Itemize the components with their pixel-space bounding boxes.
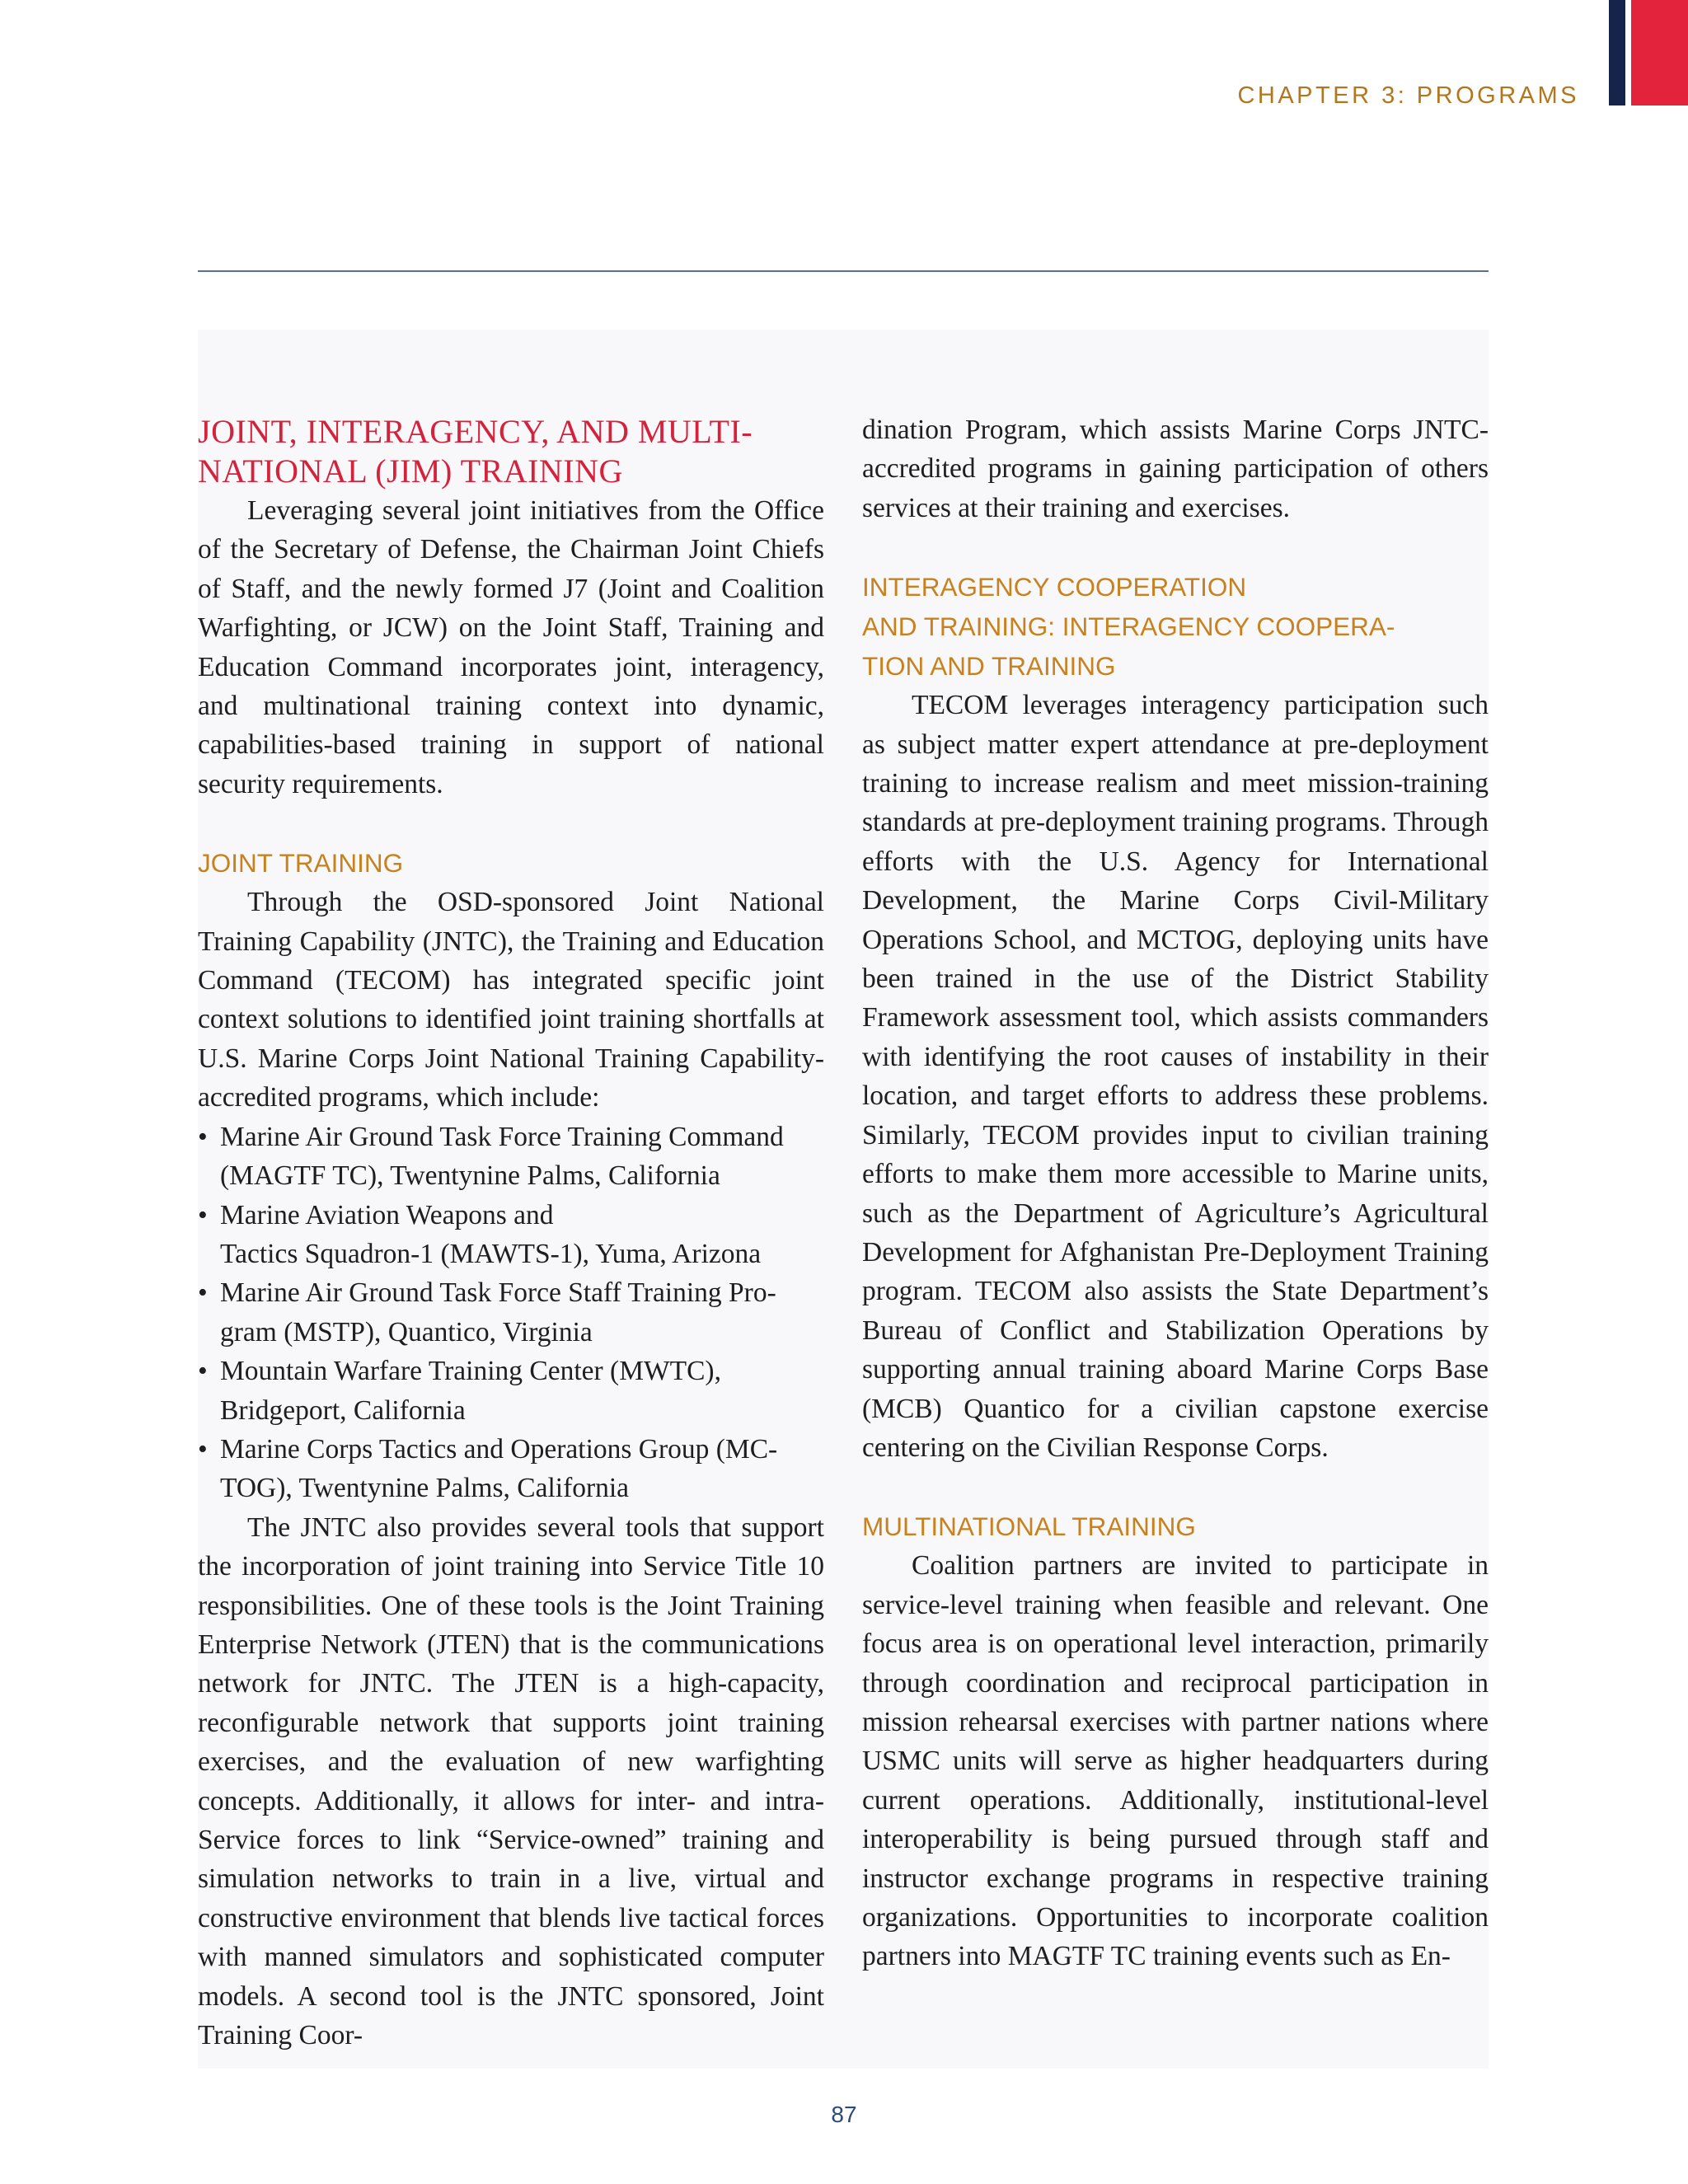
interagency-paragraph: TECOM leverages interagency participation such as subject matter expert attendance at pre-deployment training to increase realism and meet mission-training standards at pre-deployment training programs. Through efforts with the U.S. Agency for International Development, the Marine Corps Civil-Military Operations School, and MCTOG, deploying units have been trained in the use of the District Stability Framework assessment tool, which assists commanders with identifying the root causes of instability in their location, and target efforts to address these problems. Similarly, TECOM provides input to civilian training efforts to make them more accessible to Marine units, such as the Department of Agriculture’s Agricultural Development for Afghanistan Pre-Deployment Training program. TECOM also assists the State Department’s Bureau of Conflict and Stabilization Operations by supporting annual training aboard Marine Corps Base (MCB) Quantico for a civilian capstone exercise centering on the Civilian Response Corps. (862, 690, 1489, 1463)
flag-stripe-red (1631, 0, 1688, 105)
intro-paragraph: Leveraging several joint initiatives from the Office of the Secretary of Defense, the Chairman Joint Chiefs of Staff, and the newly formed J7 (Joint and Coalition Warfighting, or JCW) on the Joint Staff, Training and Education Command incorporates joint, interagency, and multinational training context into dynamic, capabilities-based training in support of national security requirements. (198, 495, 824, 799)
main-heading-line1: JOINT, INTERAGENCY, AND MULTI- (198, 413, 753, 450)
interagency-heading: INTERAGENCY COOPERATION AND TRAINING: INTERAGENCY COOPERA- TION AND TRAINING (862, 572, 1395, 682)
main-heading-line2: NATIONAL (JIM) TRAINING (198, 452, 623, 490)
multinational-heading: MULTINATIONAL TRAINING (862, 1511, 1196, 1542)
list-item: • Marine Corps Tactics and Operations Group (MC- TOG), Twentynine Palms, California (198, 1433, 778, 1504)
program-list (198, 1118, 824, 1508)
main-heading (198, 412, 824, 491)
page-number: 87 (831, 2102, 857, 2127)
list-item: • Marine Aviation Weapons and Tactics Squadron-1 (MAWTS-1), Yuma, Arizona (198, 1199, 762, 1269)
flag-stripe-navy (1609, 0, 1625, 105)
list-item: • Marine Air Ground Task Force Staff Training Pro- gram (MSTP), Quantico, Virginia (198, 1277, 776, 1347)
joint-training-heading: JOINT TRAINING (198, 848, 404, 879)
header-rule (198, 270, 1489, 272)
jntc-tools-paragraph: The JNTC also provides several tools that support the incorporation of joint training into Service Title 10 responsibilities. One of these tools is the Joint Training Enterprise Network (JTEN) that is the communications network for JNTC. The JTEN is a high-capacity, reconfigurable network that supports joint training exercises, and the evaluation of new warfighting concepts. Additionally, it allows for inter- and intra-Service forces to link “Service-owned” training and simulation networks to train in a live, virtual and constructive environment that blends live tactical forces with manned simulators and sophisticated computer models. A second tool is the JNTC sponsored, Joint Training Coor- (198, 1511, 824, 2051)
list-item: • Mountain Warfare Training Center (MWTC), Bridgeport, California (198, 1356, 721, 1426)
left-column (198, 412, 824, 2055)
continued-paragraph: dination Program, which assists Marine Corps JNTC-accredited programs in gaining participation of others services at their training and exercises. (862, 415, 1489, 523)
right-column (862, 410, 1489, 1976)
joint-training-paragraph: Through the OSD-sponsored Joint National Training Capability (JNTC), the Training and Education Command (TECOM) has integrated specific joint context solutions to identified joint training shortfalls at U.S. Marine Corps Joint National Training Capability-accredited programs, which include: (198, 887, 824, 1113)
chapter-header: CHAPTER 3: PROGRAMS (1237, 82, 1579, 109)
multinational-paragraph: Coalition partners are invited to participate in service-level training when feasible and relevant. One focus area is on operational level interaction, primarily through coordination and reciprocal participation in mission rehearsal exercises with partner nations where USMC units will serve as higher headquarters during current operations. Additionally, institutional-level interoperability is being pursued through staff and instructor exchange programs in respective training organizations. Opportunities to incorporate coalition partners into MAGTF TC training events such as En- (862, 1550, 1489, 1972)
list-item: • Marine Air Ground Task Force Training Command (MAGTF TC), Twentynine Palms, California (198, 1121, 784, 1192)
